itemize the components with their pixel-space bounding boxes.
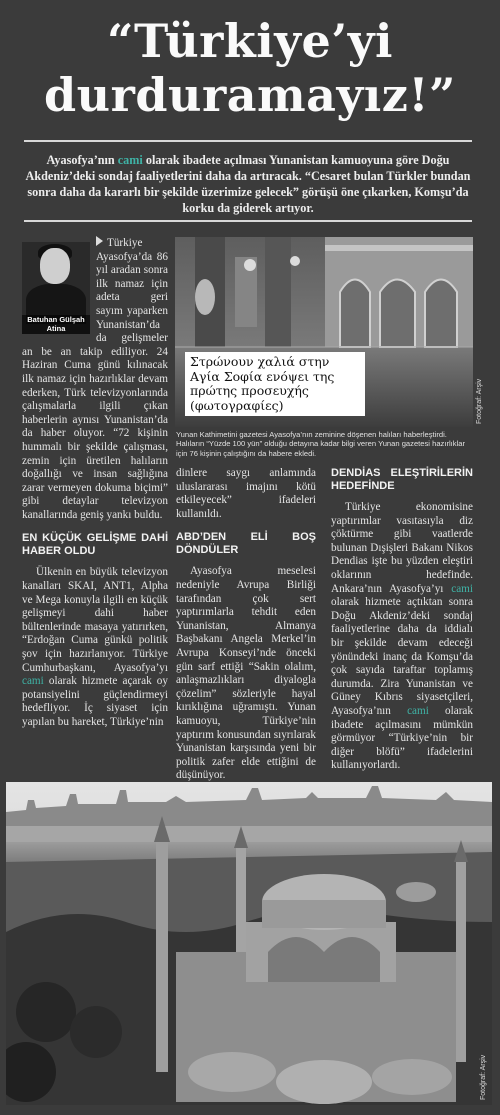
author-byline [22, 315, 90, 334]
author-city: Atina [46, 323, 66, 333]
headline-line-1: “Türkiye’yi [107, 14, 393, 68]
top-rule [24, 140, 472, 142]
photo2-credit: Fotoğraf: Arşiv [480, 1054, 487, 1100]
col1-subhead: EN KÜÇÜK GELİŞME DAHİ HABER OLDU [22, 532, 168, 558]
author-photo [22, 242, 90, 334]
photo1-credit: Fotoğraf: Arşiv [476, 378, 483, 424]
bullet-triangle-icon [96, 236, 103, 246]
column-3 [331, 467, 473, 773]
exterior-photo-graphic [6, 782, 492, 1105]
author-name: Batuhan Gülşah [27, 315, 85, 324]
lead-highlight: cami [117, 153, 143, 167]
col2-paragraph-1: Ayasofya meselesi nedeniyle Avrupa Birliği tarafından çok sert yaptırımlarla tehdit eden Yunanistan, Almanya Başbakanı Angela Merkel’in Avrupa Konseyi’nde önceki gün sarf ettiği “Sakin olalım, anlaşmazlıkları diyalogla çözelim” sözleriyle hayal kırıklığına uğramıştı. Yunan kamuoyu, Türkiye’nin yaptırım konusundan sıyrılarak Yunanistan karşısında yeni bir politik zafer elde ettiğini de düşünüyor. [176, 565, 316, 782]
lead-paragraph [24, 152, 472, 216]
hagia-sophia-exterior-photo [6, 782, 492, 1105]
headline [0, 14, 500, 122]
greek-caption-box: Στρώνουν χαλιά στην Αγία Σοφία ενόψει της πρώτης προσευχής (φωτογραφίες) [185, 352, 365, 416]
headline-line-2: durduramayız!” [44, 68, 456, 122]
col3-paragraph-1: Türkiye ekonomisine yaptırımlar vasıtasıyla diz çöktürme gibi vaatlerde bulunan Dışişleri Bakanı Nikos Dendias işte bu yüzden eleştiri oklarının hedefinde. Ankara’nın Ayasofya’yı cami olarak hizmete açtıktan sonra Doğu Akdeniz’deki sondaj faaliyetlerine daha da iddialı bir şekilde devam edeceği yönündeki inanç da Komşu’da çok sayıda taraftar toplamış durumda. Zira Yunanistan ve Güney Kıbrıs siyasetçileri, Ayasofya’nın cami olarak ibadete açılmasını mümkün görmüyor “Türkiye’nin bir diğer blöfü” ifadelerini kullanıyorlardı. [331, 501, 473, 772]
col2-paragraph-0: dinlere saygı anlamında uluslararası imajını kötü etkileyecek” ifadeleri kullanıldı. [176, 467, 316, 520]
lead-rule [24, 220, 472, 222]
lead-text-2: olarak ibadete açılması Yunanistan kamuoyuna göre Doğu Akdeniz’deki sondaj faaliyetlerini daha da artıracak. “Cesaret bulan Türkler bundan sonra daha da kararlı bir şekilde üzerimize gelecek” görüşü öne çıkarken, Komşu’da korku da giderek artıyor. [25, 153, 471, 215]
lead-text-1: Ayasofya’nın [46, 153, 118, 167]
column-2 [176, 467, 316, 783]
column-1 [22, 236, 168, 730]
col1-paragraph-2: Ülkenin en büyük televizyon kanalları SKAI, ANT1, Alpha ve Mega konuyla ilgili en küçük gelişmeyi dahi haber bültenlerinde masaya yatırırken, “Erdoğan Cuma günkü politik şov için hazırlanıyor. Türkiye Cumhurbaşkanı, Ayasofya’yı cami olarak hizmete açarak oy potansiyelini güçlendirmeyi hedefliyor. İç siyaset için yapılan bu hareket, Türkiye’nin [22, 566, 168, 728]
col2-subhead: ABD’DEN ELİ BOŞ DÖNDÜLER [176, 531, 316, 557]
photo1-caption: Yunan Kathimetini gazetesi Ayasofya’nın zeminine döşenen halıları haberleştirdi. Halıların “Yüzde 100 yün” olduğu detayına kadar bilgi veren Yunan gazetesi hazırlıklar için 76 kişinin çalıştığını da habere ekledi. [176, 430, 466, 458]
col3-subhead: DENDİAS ELEŞTİRİLERİN HEDEFİNDE [331, 467, 473, 492]
col1-paragraph-1: Türkiye Ayasofya’da 86 yıl aradan sonra ilk namaz için adeta geri sayım yaparken Yunanistan’da da gelişmeler an be an takip ediliyor. 24 Haziran Cuma günü kılınacak ilk namaz için hazırlıklar devam ederken, Türk televizyonlarında çalışmalarla ilgili çıkan haberlerin aynısı Yunanistan’da da haber oluyor. “72 kişinin hummalı bir şekilde çalışması, zemin için üretilen halıların doğallığı ve insan sağlığına zarar vermeyen dokuma biçimi” gibi detaylar televizyon kanallarında geniş yankı buldu. [22, 237, 168, 521]
